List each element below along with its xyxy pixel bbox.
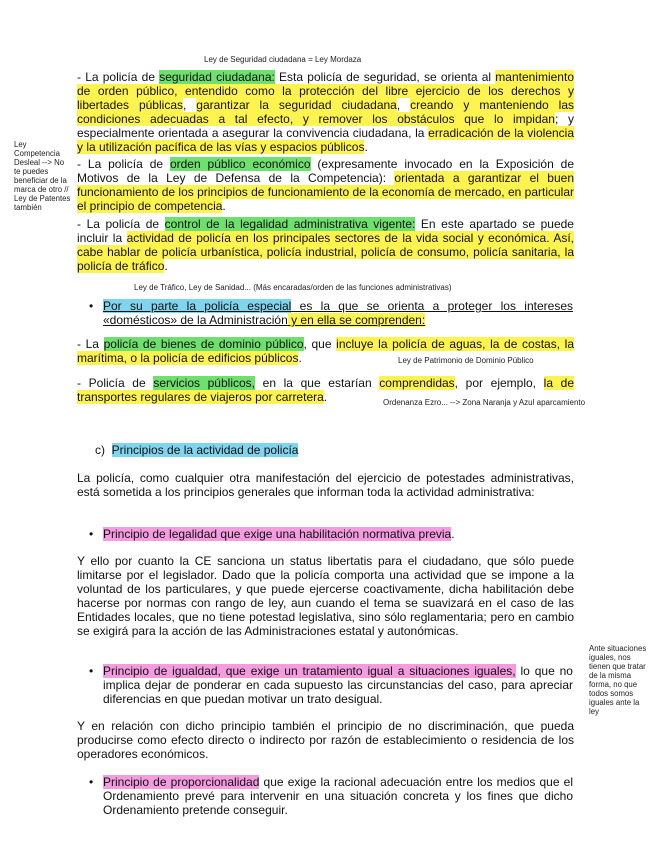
paragraph-seguridad-ciudadana: - La policía de seguridad ciudadana: Esta policía de seguridad, se orienta al mantenimiento de orden público, entendido como la protección del libre ejercicio de los derechos y libertades públicas, garantizar la seguridad ciudadana, creando y manteniendo las condiciones adecuadas a tal efecto, y remover los obstáculos que lo impidan; y especialmente orientada a asegurar la convivencia ciudadana, la erradicación de la violencia y la utilización pacífica de las vías y espacios públicos. [77,70,575,154]
bullet-marker: • [89,664,94,678]
paragraph-principios-intro: La policía, como cualquier otra manifestación del ejercicio de potestades administrativas, está sometida a los principios generales que informan toda la actividad administrativa: [77,471,574,499]
paragraph-bienes-dominio-publico: - La policía de bienes de dominio público, que incluye la policía de aguas, la de costas, la marítima, o la policía de edificios públicos. [77,337,574,365]
bullet-principio-igualdad: • Principio de igualdad, que exige un tratamiento igual a situaciones iguales, lo que no implica dejar de ponderar en cada supuesto las circunstancias del caso, para apreciar diferencias en que puedan motivar un trato desigual. [89,664,573,706]
bullet-marker: • [89,527,94,541]
traffic-annotation: Ley de Tráfico, Ley de Sanidad... (Más encaradas/orden de las funciones administrativas) [134,283,452,292]
bullet-policia-especial: • Por su parte la policía especial es la que se orienta a proteger los intereses «domésticos» de la Administración y en ella se comprenden: [89,299,573,327]
ordenanza-annotation: Ordenanza Ezro... --> Zona Naranja y Azul aparcamiento [383,398,586,407]
paragraph-control-legalidad: - La policía de control de la legalidad administrativa vigente: En este apartado se puede incluir la actividad de policía en los principales sectores de la vida social y económica. Así, cabe hablar de policía urbanística, policía industrial, policía de consumo, policía sanitaria, la policía de tráfico. [77,217,574,273]
paragraph-no-discriminacion: Y en relación con dicho principio también el principio de no discriminación, que pueda producirse como efecto directo o indirecto por razón de establecimiento o residencia de los operadores económicos. [77,719,574,761]
right-margin-annotation: Ante situaciones iguales, nos tienen que tratar de la misma forma, no que todos somos iguales ante la ley [589,644,647,716]
paragraph-orden-publico-economico: - La policía de orden público económico (expresamente invocado en la Exposición de Motivos de la Ley de Defensa de la Competencia): orientada a garantizar el buen funcionamiento de los principios de funcionamiento de la economía de mercado, en particular el principio de competencia. [77,157,574,213]
section-heading-principios: c) Principios de la actividad de policía [95,443,299,457]
bullet-principio-legalidad: • Principio de legalidad que exige una habilitación normativa previa. [89,527,455,541]
dominio-publico-annotation: Ley de Patrimonio de Dominio Público [398,356,534,365]
bullet-marker: • [89,299,94,313]
bullet-marker: • [89,775,94,789]
left-margin-annotation: Ley Competencia Desleal --> No te puedes beneficiar de la marca de otro // Ley de Patentes también [14,140,71,212]
bullet-principio-proporcionalidad: • Principio de proporcionalidad que exige la racional adecuación entre los medios que el Ordenamiento prevé para intervenir en una situación concreta y los fines que dicho Ordenamiento pretende conseguir. [89,775,574,817]
paragraph-servicios-publicos: - Policía de servicios públicos, en la que estarían comprendidas, por ejemplo, la de transportes regulares de viajeros por carretera. [77,376,574,404]
top-annotation: Ley de Seguridad ciudadana = Ley Mordaza [204,55,362,64]
paragraph-status-libertatis: Y ello por cuanto la CE sanciona un status libertatis para el ciudadano, que sólo puede limitarse por el legislador. Dado que la policía comporta una actividad que se impone a la voluntad de los particulares, y que puede ejercerse coactivamente, dicha habilitación debe hacerse por normas con rango de ley, aun cuando el tema se suavizará en el caso de las Entidades locales, que no tiene potestad legislativa, sino sólo reglamentaria; pero en cambio se exigirá para la acción de las Administraciones estatal y autonómicas. [77,554,574,638]
